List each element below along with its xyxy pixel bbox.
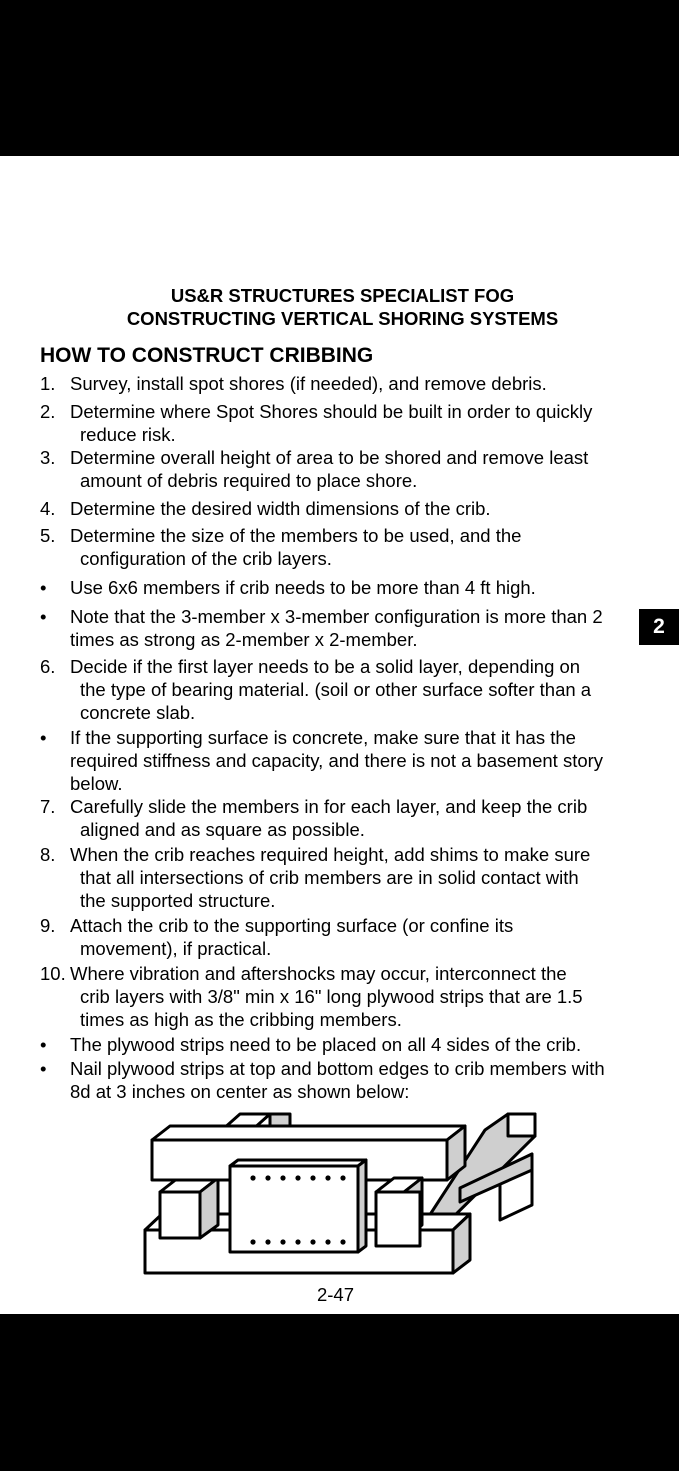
list-marker: 9. bbox=[40, 915, 56, 936]
list-item bbox=[40, 576, 640, 599]
page-number: 2-47 bbox=[316, 1284, 355, 1305]
list-marker: 6. bbox=[40, 656, 56, 677]
crib-plywood-strip-diagram-icon bbox=[140, 1110, 540, 1276]
list-text: Where vibration and aftershocks may occur, interconnect the bbox=[70, 963, 567, 984]
list-text: Determine overall height of area to be shored and remove least bbox=[70, 447, 589, 468]
list-marker: 2. bbox=[40, 401, 56, 422]
list-marker: 3. bbox=[40, 447, 56, 468]
list-item bbox=[40, 1033, 650, 1056]
list-text: Survey, install spot shores (if needed), and remove debris. bbox=[70, 373, 547, 394]
list-item bbox=[40, 605, 635, 651]
bullet-marker: • bbox=[40, 577, 47, 598]
bullet-marker: • bbox=[40, 1058, 47, 1079]
header-line-1: US&R STRUCTURES SPECIALIST FOG bbox=[170, 285, 515, 306]
list-item bbox=[40, 655, 640, 724]
list-text: Carefully slide the members in for each layer, and keep the crib bbox=[70, 796, 588, 817]
list-text-continuation: times as high as the cribbing members. bbox=[80, 1009, 402, 1030]
list-marker: 7. bbox=[40, 796, 56, 817]
list-item bbox=[40, 914, 640, 960]
list-text: If the supporting surface is concrete, make sure that it has the required stiffness and capacity, and there is not a basement story below. bbox=[70, 727, 604, 794]
list-text-continuation: concrete slab. bbox=[80, 702, 196, 723]
list-text-continuation: amount of debris required to place shore. bbox=[80, 470, 418, 491]
section-title: HOW TO CONSTRUCT CRIBBING bbox=[40, 344, 374, 367]
list-marker: 8. bbox=[40, 844, 56, 865]
bullet-marker: • bbox=[40, 727, 47, 748]
list-item bbox=[40, 1057, 630, 1103]
bullet-marker: • bbox=[40, 606, 47, 627]
list-item bbox=[40, 843, 640, 912]
list-marker: 5. bbox=[40, 525, 56, 546]
list-item bbox=[40, 372, 640, 395]
list-text-continuation: the supported structure. bbox=[80, 890, 276, 911]
list-text: Attach the crib to the supporting surface (or confine its bbox=[70, 915, 514, 936]
header-line-2: CONSTRUCTING VERTICAL SHORING SYSTEMS bbox=[126, 308, 559, 329]
list-item bbox=[40, 524, 640, 570]
list-text: Determine where Spot Shores should be built in order to quickly bbox=[70, 401, 593, 422]
document-page bbox=[0, 156, 679, 1314]
bullet-marker: • bbox=[40, 1034, 47, 1055]
list-text: Note that the 3-member x 3-member configuration is more than 2 times as strong as 2-member x 2-member. bbox=[70, 606, 603, 650]
list-text-continuation: aligned and as square as possible. bbox=[80, 819, 365, 840]
list-item bbox=[40, 726, 630, 795]
list-text: Determine the size of the members to be used, and the bbox=[70, 525, 522, 546]
list-text: Decide if the first layer needs to be a solid layer, depending on bbox=[70, 656, 581, 677]
list-item bbox=[40, 446, 640, 492]
list-text-continuation: crib layers with 3/8" min x 16" long plywood strips that are 1.5 bbox=[80, 986, 583, 1007]
list-marker: 4. bbox=[40, 498, 56, 519]
list-text-continuation: that all intersections of crib members are in solid contact with bbox=[80, 867, 579, 888]
list-text-continuation: configuration of the crib layers. bbox=[80, 548, 332, 569]
list-text-continuation: the type of bearing material. (soil or other surface softer than a bbox=[80, 679, 592, 700]
list-marker: 10. bbox=[40, 963, 66, 984]
chapter-tab-marker: 2 bbox=[639, 609, 679, 645]
list-text: When the crib reaches required height, add shims to make sure bbox=[70, 844, 591, 865]
list-text-continuation: movement), if practical. bbox=[80, 938, 272, 959]
list-marker: 1. bbox=[40, 373, 56, 394]
list-text: Determine the desired width dimensions of the crib. bbox=[70, 498, 491, 519]
list-text: Use 6x6 members if crib needs to be more than 4 ft high. bbox=[70, 577, 536, 598]
list-item bbox=[40, 962, 640, 1031]
list-item bbox=[40, 497, 640, 520]
list-text-continuation: reduce risk. bbox=[80, 424, 176, 445]
list-text: The plywood strips need to be placed on all 4 sides of the crib. bbox=[70, 1034, 582, 1055]
list-text: Nail plywood strips at top and bottom edges to crib members with 8d at 3 inches on center as shown below: bbox=[70, 1058, 605, 1102]
list-item bbox=[40, 400, 640, 446]
list-item bbox=[40, 795, 640, 841]
